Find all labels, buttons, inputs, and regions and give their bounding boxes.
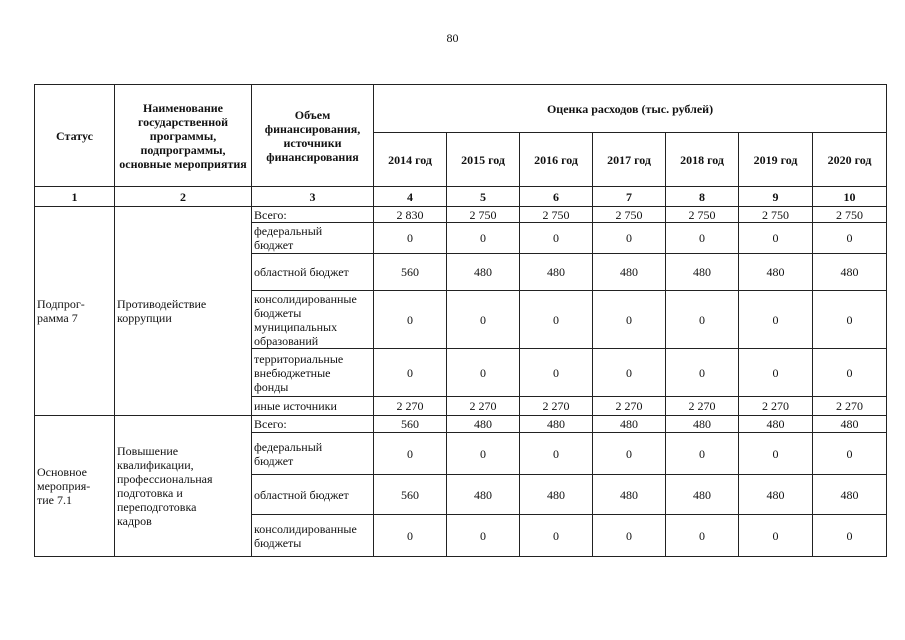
column-number-row	[35, 187, 887, 207]
budget-table	[34, 84, 887, 557]
value-cell: 2 750	[739, 207, 813, 223]
source-cell: консолидированные бюджеты	[252, 515, 374, 557]
value-cell: 2 830	[374, 207, 447, 223]
value-cell: 2 270	[374, 397, 447, 416]
value-cell: 0	[739, 223, 813, 254]
value-cell: 480	[666, 475, 739, 515]
header-estimate: Оценка расходов (тыс. рублей)	[374, 85, 887, 133]
column-number: 6	[520, 187, 593, 207]
header-year: 2018 год	[666, 133, 739, 187]
header-name: Наименование государственной программы, подпрограммы, основные мероприятия	[115, 85, 252, 187]
value-cell: 480	[447, 475, 520, 515]
source-cell: федеральный бюджет	[252, 433, 374, 475]
value-cell: 0	[447, 349, 520, 397]
value-cell: 560	[374, 254, 447, 291]
value-cell: 480	[520, 475, 593, 515]
value-cell: 0	[739, 349, 813, 397]
value-cell: 480	[666, 416, 739, 433]
source-cell: областной бюджет	[252, 475, 374, 515]
name-cell: Повышение квалификации, профессиональная подготовка и переподготовка кадров	[115, 416, 252, 557]
value-cell: 0	[666, 223, 739, 254]
value-cell: 0	[813, 223, 887, 254]
value-cell: 0	[593, 433, 666, 475]
value-cell: 2 270	[447, 397, 520, 416]
value-cell: 480	[813, 416, 887, 433]
source-cell: территориальные внебюджетные фонды	[252, 349, 374, 397]
source-cell: федеральный бюджет	[252, 223, 374, 254]
value-cell: 480	[813, 254, 887, 291]
value-cell: 2 270	[520, 397, 593, 416]
value-cell: 480	[593, 416, 666, 433]
column-number: 3	[252, 187, 374, 207]
header-year: 2019 год	[739, 133, 813, 187]
header-year: 2014 год	[374, 133, 447, 187]
value-cell: 0	[813, 433, 887, 475]
header-year: 2017 год	[593, 133, 666, 187]
value-cell: 480	[593, 254, 666, 291]
value-cell: 0	[374, 349, 447, 397]
value-cell: 480	[447, 416, 520, 433]
value-cell: 0	[447, 291, 520, 349]
header-status: Статус	[35, 85, 115, 187]
value-cell: 0	[739, 433, 813, 475]
value-cell: 2 270	[739, 397, 813, 416]
value-cell: 0	[374, 515, 447, 557]
column-number: 4	[374, 187, 447, 207]
value-cell: 480	[739, 254, 813, 291]
column-number: 2	[115, 187, 252, 207]
source-cell: Всего:	[252, 416, 374, 433]
value-cell: 0	[520, 291, 593, 349]
column-number: 7	[593, 187, 666, 207]
source-cell: Всего:	[252, 207, 374, 223]
value-cell: 2 270	[813, 397, 887, 416]
value-cell: 0	[666, 291, 739, 349]
header-year: 2020 год	[813, 133, 887, 187]
column-number: 1	[35, 187, 115, 207]
table-body	[35, 207, 887, 557]
value-cell: 0	[520, 515, 593, 557]
value-cell: 0	[520, 433, 593, 475]
page-number: 80	[446, 31, 459, 45]
value-cell: 2 750	[593, 207, 666, 223]
value-cell: 480	[666, 254, 739, 291]
column-number: 9	[739, 187, 813, 207]
table-row	[35, 207, 887, 223]
value-cell: 0	[520, 223, 593, 254]
value-cell: 0	[374, 291, 447, 349]
value-cell: 0	[374, 223, 447, 254]
value-cell: 480	[593, 475, 666, 515]
value-cell: 0	[666, 433, 739, 475]
value-cell: 0	[520, 349, 593, 397]
value-cell: 2 270	[593, 397, 666, 416]
value-cell: 0	[374, 433, 447, 475]
source-cell: областной бюджет	[252, 254, 374, 291]
value-cell: 0	[813, 515, 887, 557]
value-cell: 0	[593, 223, 666, 254]
header-year: 2016 год	[520, 133, 593, 187]
value-cell: 2 750	[813, 207, 887, 223]
value-cell: 480	[520, 254, 593, 291]
source-cell: иные источники	[252, 397, 374, 416]
value-cell: 0	[447, 515, 520, 557]
table-row	[35, 416, 887, 433]
column-number: 10	[813, 187, 887, 207]
value-cell: 0	[593, 349, 666, 397]
value-cell: 0	[666, 349, 739, 397]
value-cell: 480	[813, 475, 887, 515]
value-cell: 560	[374, 416, 447, 433]
value-cell: 2 750	[666, 207, 739, 223]
status-cell: Основное мероприя- тие 7.1	[35, 416, 115, 557]
value-cell: 0	[447, 223, 520, 254]
value-cell: 0	[447, 433, 520, 475]
value-cell: 0	[593, 515, 666, 557]
value-cell: 480	[739, 475, 813, 515]
value-cell: 480	[447, 254, 520, 291]
value-cell: 0	[739, 291, 813, 349]
value-cell: 0	[739, 515, 813, 557]
value-cell: 2 270	[666, 397, 739, 416]
status-cell: Подпрог- рамма 7	[35, 207, 115, 416]
column-number: 8	[666, 187, 739, 207]
column-number: 5	[447, 187, 520, 207]
value-cell: 2 750	[447, 207, 520, 223]
value-cell: 480	[739, 416, 813, 433]
header-funding: Объем финансирования, источники финансирования	[252, 85, 374, 187]
header-year: 2015 год	[447, 133, 520, 187]
value-cell: 0	[813, 291, 887, 349]
value-cell: 0	[813, 349, 887, 397]
value-cell: 0	[666, 515, 739, 557]
value-cell: 480	[520, 416, 593, 433]
value-cell: 0	[593, 291, 666, 349]
source-cell: консолидированные бюджеты муниципальных образований	[252, 291, 374, 349]
value-cell: 2 750	[520, 207, 593, 223]
value-cell: 560	[374, 475, 447, 515]
name-cell: Противодействие коррупции	[115, 207, 252, 416]
